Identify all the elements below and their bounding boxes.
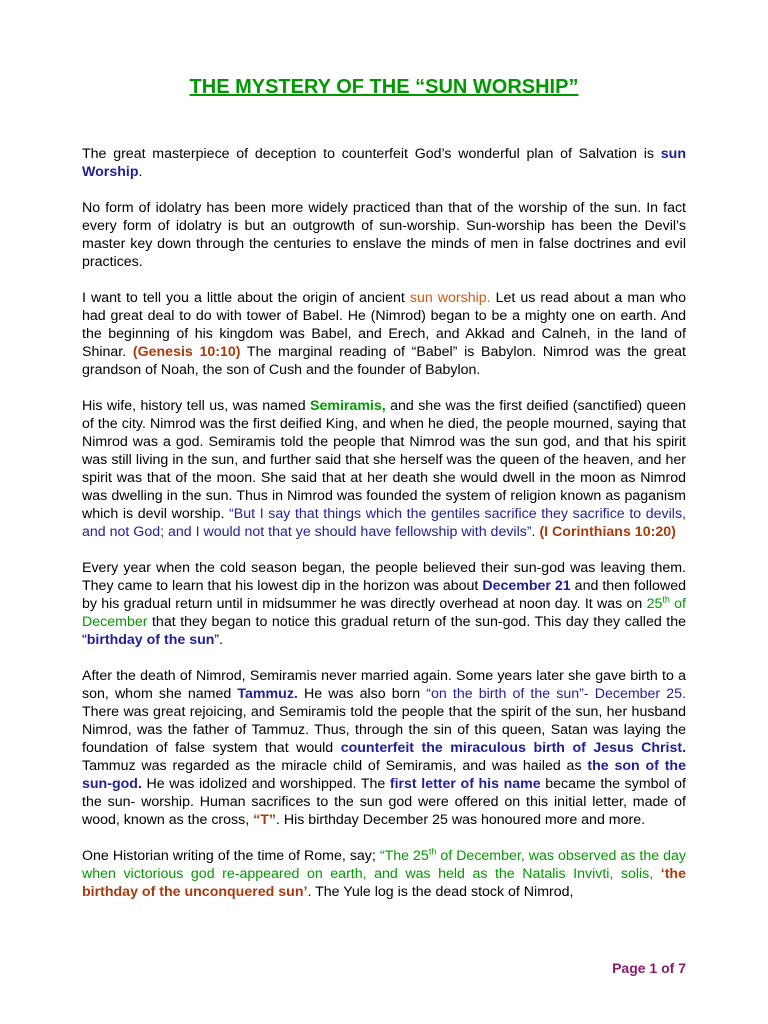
superscript: th — [662, 594, 670, 605]
highlight-first-letter: first letter of his name — [389, 776, 541, 792]
superscript: th — [428, 846, 437, 857]
text: . The Yule log is the dead stock of Nimrod, — [307, 884, 574, 900]
text: There was great rejoicing, and Semiramis told the people that the spirit of the sun, her husband Nimrod, was the father of Tammuz. Thus, through the sin of this queen, Satan was laying the foundation of false system that would — [82, 704, 686, 756]
highlight-birthday-of-sun: birthday of the sun — [86, 632, 215, 648]
text: and she was the first deified (sanctified) queen of the city. Nimrod was the first deified King, and when he died, the people mourned, saying that Nimrod was a god. Semiramis told the people that Nimrod was the sun god, and that his spirit was still living in the sun, and further said that she herself was the queen of the heaven, and her spirit was that of the moon. She said that at her death she would dwell in the moon as Nimrod was dwelling in the sun. Thus in Nimrod was founded the system of religion known as paganism which is devil worship. — [82, 398, 686, 522]
text: He was idolized and worshipped. The — [141, 776, 390, 792]
document-body — [82, 145, 686, 919]
text: . — [138, 164, 143, 180]
text: . His birthday December 25 was honoured more and more. — [275, 812, 646, 828]
scripture-quote: “But I say that things which the gentiles sacrifice they sacrifice to devils, and not God; and I would not that ye should have fellowship with devils” — [82, 506, 686, 540]
page-title: THE MYSTERY OF THE “SUN WORSHIP” — [189, 76, 579, 98]
highlight-son-of-sun-god: the son of the sun-god. — [82, 758, 686, 792]
text: The marginal reading of “Babel” is Babylon. Nimrod was the great grandson of Noah, the son of Cush and the founder of Babylon. — [82, 344, 686, 378]
text: One Historian writing of the time of Rome, say; — [82, 848, 380, 864]
scripture-reference: (I Corinthians 10:20) — [539, 524, 676, 540]
text: He was also born — [297, 686, 427, 702]
paragraph-idolatry — [82, 199, 686, 271]
text: 25 — [646, 596, 663, 612]
text: The great masterpiece of deception to counterfeit God’s wonderful plan of Salvation is — [82, 146, 661, 162]
text: I want to tell you a little about the origin of ancient — [82, 290, 410, 306]
text: that they began to notice this gradual return of the sun-god. This day they called the “ — [82, 614, 686, 648]
text: and then followed by his gradual return until in midsummer he was directly overhead at noon day. It was on — [82, 578, 686, 612]
highlight-tammuz: Tammuz. — [237, 686, 298, 702]
paragraph-december — [82, 559, 686, 649]
text: Tammuz was regarded as the miracle child of Semiramis, and was hailed as — [82, 758, 588, 774]
scripture-reference: (Genesis 10:10) — [132, 344, 241, 360]
text: His wife, history tell us, was named — [82, 398, 310, 414]
paragraph-intro — [82, 145, 686, 181]
text: “The 25 — [379, 848, 429, 864]
highlight-december-21: December 21 — [482, 578, 571, 594]
highlight-t: “T” — [253, 812, 276, 828]
text: of December — [82, 596, 686, 630]
text: ”. — [214, 632, 224, 648]
paragraph-historian — [82, 847, 686, 901]
highlight-birth-of-sun: “on the birth of the sun”- December 25. — [426, 686, 687, 702]
text: . — [531, 524, 540, 540]
highlight-sun-worship: sun Worship — [82, 146, 686, 180]
highlight-semiramis: Semiramis, — [310, 398, 386, 414]
text: of December, was observed as the day when victorious god re-appeared on earth, and was held as the Natalis Invivti, solis, — [82, 848, 687, 882]
highlight-counterfeit: counterfeit the miraculous birth of Jesus Christ. — [340, 740, 687, 756]
highlight-sun-worship-orange: sun worship. — [409, 290, 491, 306]
text: Let us read about a man who had great deal to do with tower of Babel. He (Nimrod) began to be a mighty one on earth. And the beginning of his kingdom was Babel, and Erech, and Akkad and Calneh, in the land of Shinar. — [82, 290, 686, 360]
paragraph-tammuz — [82, 667, 686, 829]
text: became the symbol of the sun- worship. Human sacrifices to the sun god were offered on this initial letter, made of wood, known as the cross, — [82, 776, 686, 828]
paragraph-semiramis — [82, 397, 686, 541]
text: After the death of Nimrod, Semiramis never married again. Some years later she gave birth to a son, whom she named — [82, 668, 686, 702]
text: No form of idolatry has been more widely practiced than that of the worship of the sun. In fact every form of idolatry is but an outgrowth of sun-worship. Sun-worship has been the Devil’s master key down through the centuries to enslave the minds of men in false doctrines and evil practices. — [82, 200, 686, 270]
highlight-unconquered-sun: ‘the birthday of the unconquered sun’ — [82, 866, 686, 900]
text: Every year when the cold season began, the people believed their sun-god was leaving them. They came to learn that his lowest dip in the horizon was about — [82, 560, 686, 594]
paragraph-origin — [82, 289, 686, 379]
page-number: Page 1 of 7 — [612, 960, 686, 976]
